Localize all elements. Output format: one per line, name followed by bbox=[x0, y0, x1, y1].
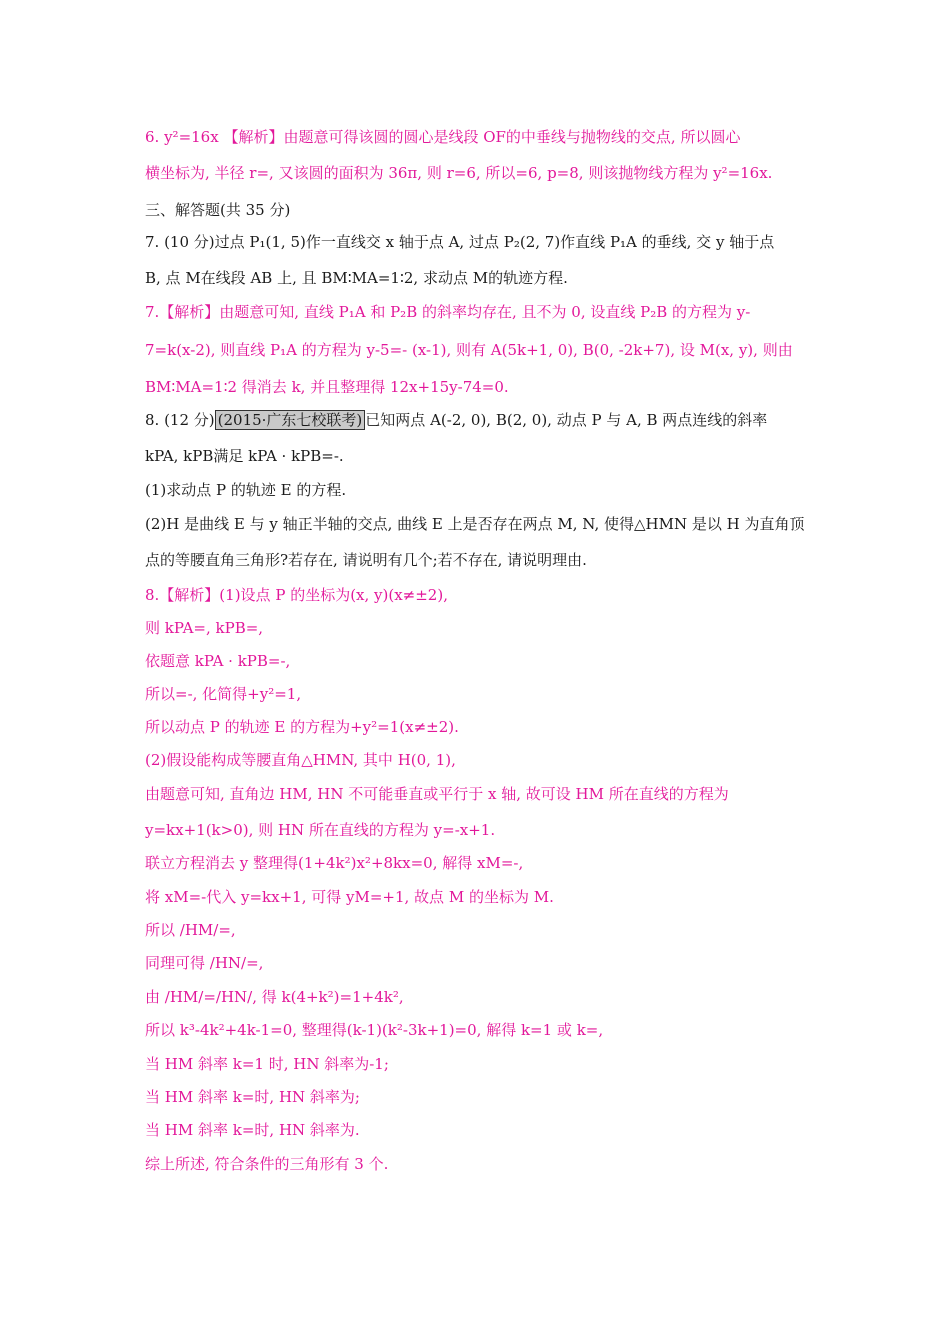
question-number: 8. (12 分) bbox=[145, 411, 215, 429]
text-line: 所以 k³-4k²+4k-1=0, 整理得(k-1)(k²-3k+1)=0, 解得 k=1 或 k=, bbox=[145, 1021, 604, 1039]
text-line: 7=k(x-2), 则直线 P₁A 的方程为 y-5=- (x-1), 则有 A(5k+1, 0), B(0, -2k+7), 设 M(x, y), 则由 bbox=[145, 341, 793, 359]
text-line: 当 HM 斜率 k=1 时, HN 斜率为-1; bbox=[145, 1055, 389, 1073]
text-line: 将 xM=-代入 y=kx+1, 可得 yM=+1, 故点 M 的坐标为 M. bbox=[145, 888, 554, 906]
text-line bbox=[145, 410, 767, 430]
text-line: 6. y²=16x 【解析】由题意可得该圆的圆心是线段 OF的中垂线与抛物线的交点, 所以圆心 bbox=[145, 128, 741, 146]
text-line: B, 点 M在线段 AB 上, 且 BM∶MA=1∶2, 求动点 M的轨迹方程. bbox=[145, 269, 568, 287]
text-line: (2)假设能构成等腰直角△HMN, 其中 H(0, 1), bbox=[145, 751, 456, 769]
text-line: (2)H 是曲线 E 与 y 轴正半轴的交点, 曲线 E 上是否存在两点 M, N, 使得△HMN 是以 H 为直角顶 bbox=[145, 515, 805, 533]
text-line: kPA, kPB满足 kPA · kPB=-. bbox=[145, 447, 344, 465]
text-line: (1)求动点 P 的轨迹 E 的方程. bbox=[145, 481, 347, 499]
text-line: 依题意 kPA · kPB=-, bbox=[145, 652, 291, 670]
text-line: 当 HM 斜率 k=时, HN 斜率为; bbox=[145, 1088, 360, 1106]
text-line: 所以 /HM/=, bbox=[145, 921, 236, 939]
text-line: 则 kPA=, kPB=, bbox=[145, 619, 264, 637]
question-text: 已知两点 A(-2, 0), B(2, 0), 动点 P 与 A, B 两点连线的斜率 bbox=[365, 411, 768, 429]
text-line: 横坐标为, 半径 r=, 又该圆的面积为 36π, 则 r=6, 所以=6, p=8, 则该抛物线方程为 y²=16x. bbox=[145, 164, 773, 182]
text-line: 当 HM 斜率 k=时, HN 斜率为. bbox=[145, 1121, 360, 1139]
text-line: 综上所述, 符合条件的三角形有 3 个. bbox=[145, 1155, 389, 1173]
text-line: y=kx+1(k>0), 则 HN 所在直线的方程为 y=-x+1. bbox=[145, 821, 496, 839]
text-line: BM∶MA=1∶2 得消去 k, 并且整理得 12x+15y-74=0. bbox=[145, 378, 509, 396]
text-line: 7. (10 分)过点 P₁(1, 5)作一直线交 x 轴于点 A, 过点 P₂(2, 7)作直线 P₁A 的垂线, 交 y 轴于点 bbox=[145, 233, 775, 251]
text-line: 由题意可知, 直角边 HM, HN 不可能垂直或平行于 x 轴, 故可设 HM 所在直线的方程为 bbox=[145, 785, 729, 803]
text-line: 三、解答题(共 35 分) bbox=[145, 201, 291, 219]
text-line: 所以动点 P 的轨迹 E 的方程为+y²=1(x≠±2). bbox=[145, 718, 459, 736]
text-line: 联立方程消去 y 整理得(1+4k²)x²+8kx=0, 解得 xM=-, bbox=[145, 854, 524, 872]
text-line: 8.【解析】(1)设点 P 的坐标为(x, y)(x≠±2), bbox=[145, 586, 448, 604]
text-line: 由 /HM/=/HN/, 得 k(4+k²)=1+4k², bbox=[145, 988, 404, 1006]
source-tag: (2015·广东七校联考) bbox=[215, 410, 366, 430]
text-line: 7.【解析】由题意可知, 直线 P₁A 和 P₂B 的斜率均存在, 且不为 0, 设直线 P₂B 的方程为 y- bbox=[145, 303, 751, 321]
text-line: 点的等腰直角三角形?若存在, 请说明有几个;若不存在, 请说明理由. bbox=[145, 551, 587, 569]
text-line: 同理可得 /HN/=, bbox=[145, 954, 264, 972]
text-line: 所以=-, 化简得+y²=1, bbox=[145, 685, 302, 703]
